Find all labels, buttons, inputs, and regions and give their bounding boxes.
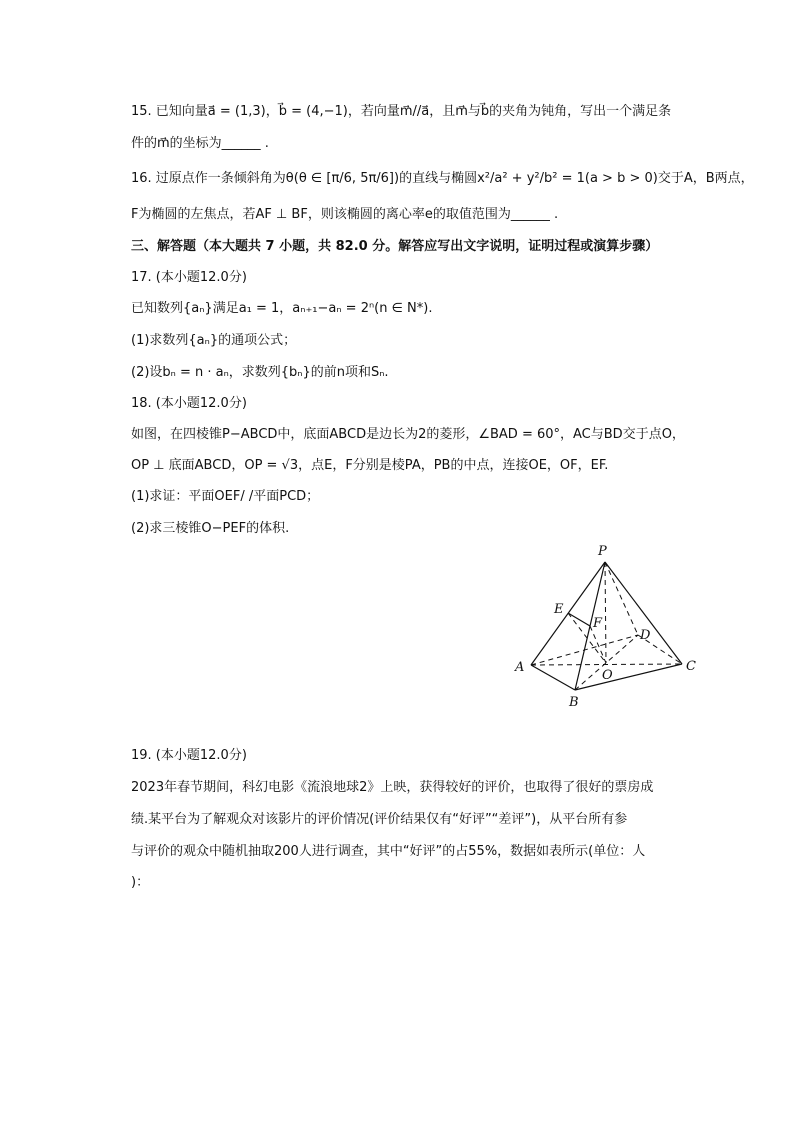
edge-AC <box>531 664 682 665</box>
q15-line-1: 15. 已知向量a⃗ = (1,3)，b⃗ = (4,−1)，若向量m⃗//a⃗，且m⃗与b⃗的夹角为钝角，写出一个满足条 <box>131 104 672 119</box>
label-D: D <box>640 628 651 643</box>
q18-line-4: (2)求三棱锥O−PEF的体积. <box>131 521 290 536</box>
section-heading: 三、解答题（本大题共 7 小题，共 82.0 分。解答应写出文字说明，证明过程或演算步骤） <box>131 239 659 254</box>
q19-line-2: 绩.某平台为了解观众对该影片的评价情况(评价结果仅有“好评”“差评”)，从平台所有参 <box>131 812 628 827</box>
q18-line-3: (1)求证：平面OEF/ /平面PCD； <box>131 489 320 504</box>
pyramid-figure <box>505 538 705 713</box>
edge-EF <box>568 613 590 626</box>
q18-line-1: 如图，在四棱锥P−ABCD中，底面ABCD是边长为2的菱形，∠BAD = 60°，AC与BD交于点O， <box>131 427 685 442</box>
q19-line-1: 2023年春节期间，科幻电影《流浪地球2》上映，获得较好的评价，也取得了很好的票房成 <box>131 780 654 795</box>
q17-line-2: (1)求数列{aₙ}的通项公式； <box>131 333 297 348</box>
edge-BC <box>575 664 682 690</box>
q15-line-2: 件的m⃗的坐标为______ . <box>131 136 269 151</box>
q17-heading: 17. (本小题12.0分) <box>131 270 247 285</box>
q18-line-2: OP ⊥ 底面ABCD，OP = √3，点E，F分别是棱PA，PB的中点，连接OE，OF，EF. <box>131 458 609 473</box>
q17-line-1: 已知数列{aₙ}满足a₁ = 1，aₙ₊₁−aₙ = 2ⁿ(n ∈ N*). <box>131 301 433 316</box>
edge-AD <box>531 635 638 665</box>
q19-heading: 19. (本小题12.0分) <box>131 748 247 763</box>
q16-line-2: F为椭圆的左焦点，若AF ⊥ BF，则该椭圆的离心率e的取值范围为______ . <box>131 207 559 222</box>
label-B: B <box>569 695 579 710</box>
label-F: F <box>593 616 603 631</box>
label-O: O <box>602 668 613 683</box>
label-A: A <box>515 660 525 675</box>
q17-line-3: (2)设bₙ = n · aₙ，求数列{bₙ}的前n项和Sₙ. <box>131 365 389 380</box>
q16-line-1: 16. 过原点作一条倾斜角为θ(θ ∈ [π/6, 5π/6])的直线与椭圆x²/a² + y²/b² = 1(a > b > 0)交于A，B两点， <box>131 171 754 186</box>
label-C: C <box>686 659 696 674</box>
label-P: P <box>598 544 607 559</box>
q19-line-4: )： <box>131 875 150 890</box>
edge-AB <box>531 665 575 690</box>
edge-PC <box>605 562 682 664</box>
q18-heading: 18. (本小题12.0分) <box>131 396 247 411</box>
label-E: E <box>554 602 564 617</box>
q19-line-3: 与评价的观众中随机抽取200人进行调查，其中“好评”的占55%，数据如表所示(单位：人 <box>131 844 646 859</box>
edge-PO <box>605 562 606 663</box>
